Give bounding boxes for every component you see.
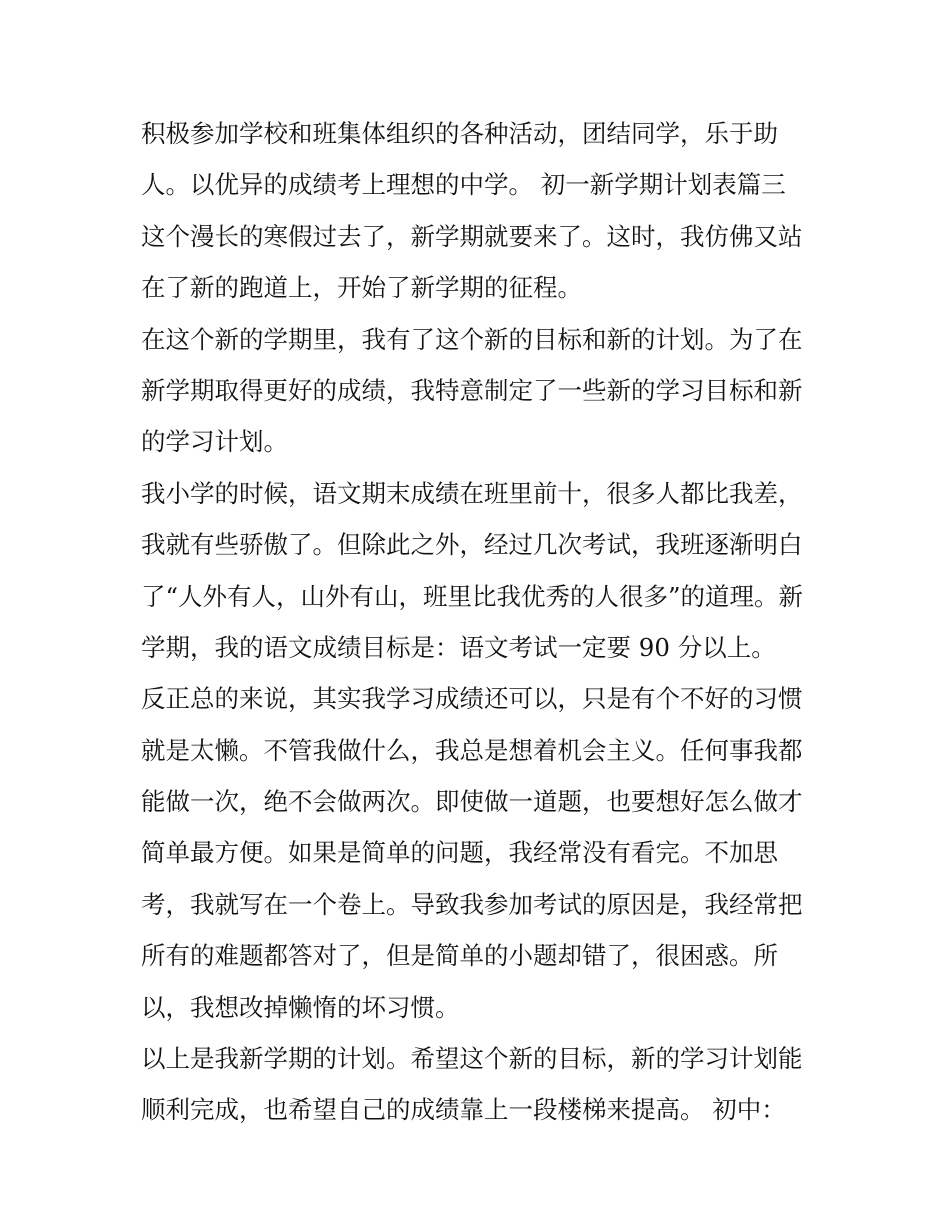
- text-line: 这个漫长的寒假过去了，新学期就要来了。这时，我仿佛又站: [141, 221, 803, 251]
- text-line: 人。以优异的成绩考上理想的中学。 初一新学期计划表篇三: [141, 170, 786, 200]
- text-line: 所有的难题都答对了，但是简单的小题却错了，很困惑。所: [141, 941, 778, 971]
- text-line: 新学期取得更好的成绩，我特意制定了一些新的学习目标和新: [141, 375, 803, 405]
- text-line: 积极参加学校和班集体组织的各种活动，团结同学，乐于助: [141, 119, 778, 148]
- text-line: 以上是我新学期的计划。希望这个新的目标，新的学习计划能: [141, 1044, 803, 1074]
- text-line: 在了新的跑道上，开始了新学期的征程。: [141, 273, 582, 303]
- text-line: 在这个新的学期里，我有了这个新的目标和新的计划。为了在: [141, 324, 803, 354]
- text-line: 顺利完成，也希望自己的成绩靠上一段楼梯来提高。 初中：: [141, 1095, 786, 1125]
- text-line: 我就有些骄傲了。但除此之外，经过几次考试，我班逐渐明白: [141, 530, 803, 560]
- text-line: 了“人外有人，山外有山，班里比我优秀的人很多”的道理。新: [141, 581, 804, 611]
- text-line: 简单最方便。如果是简单的问题，我经常没有看完。不加思: [141, 838, 778, 868]
- text-line: 就是太懒。不管我做什么，我总是想着机会主义。任何事我都: [141, 735, 803, 765]
- text-line: 的学习计划。: [141, 427, 288, 457]
- text-line: 学期，我的语文成绩目标是：语文考试一定要 90 分以上。: [141, 632, 776, 662]
- text-line: 考，我就写在一个卷上。导致我参加考试的原因是，我经常把: [141, 889, 803, 919]
- text-line: 以，我想改掉懒惰的坏习惯。: [141, 992, 460, 1022]
- document-body: [141, 108, 821, 1136]
- text-line: 能做一次，绝不会做两次。即使做一道题，也要想好怎么做才: [141, 787, 803, 817]
- text-line: 我小学的时候，语文期末成绩在班里前十，很多人都比我差，: [141, 478, 803, 508]
- text-line: 反正总的来说，其实我学习成绩还可以，只是有个不好的习惯: [141, 684, 803, 714]
